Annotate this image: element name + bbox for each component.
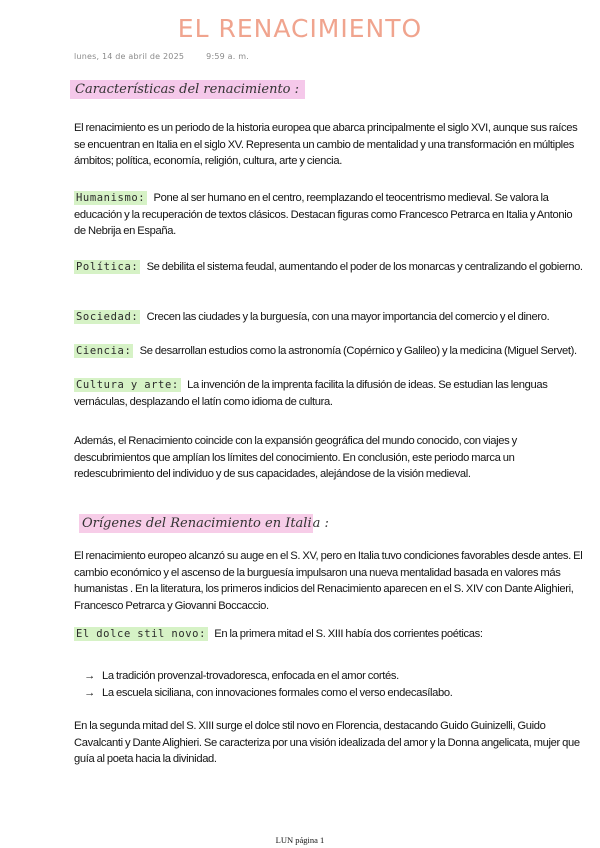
list-item [84,685,584,702]
bullet-text: La escuela siciliana, con innovaciones formales como el verso endecasílabo. [102,687,453,699]
list-item [84,668,584,685]
origenes-paragraph: El renacimiento europeo alcanzó su auge en el S. XV, pero en Italia tuvo condiciones favorables desde antes. El cambio económico y el ascenso de la burguesía impulsaron una nueva mentalidad basada en valores más humanistas . En la literatura, los primeros indicios del Renacimiento aparecen en el S. XIV con Dante Alighieri, Francesco Petrarca y Giovanni Boccaccio. [74,550,583,612]
page-date [74,52,271,61]
item-humanismo [74,190,586,240]
date-day: lunes, 14 de abril de 2025 [74,52,185,61]
bullet-list [84,668,584,702]
section-heading-origenes [74,514,335,533]
item-text: La invención de la imprenta facilita la difusión de ideas. Se estudian las lenguas vernáculas, desplazando el latín como idioma de cultura. [74,379,548,408]
conclusion-paragraph: Además, el Renacimiento coincide con la expansión geográfica del mundo conocido, con viajes y descubrimientos que amplían los límites del conocimiento. En conclusión, este periodo marca un redescubrimiento del individuo y de sus capacidades, alejándose de la visión medieval. [74,435,517,480]
item-text: Se debilita el sistema feudal, aumentando el poder de los monarcas y centralizando el gobierno. [146,261,583,273]
item-text: Se desarrollan estudios como la astronomía (Copérnico y Galileo) y la medicina (Miguel Servet). [139,345,577,357]
term-highlight: Sociedad: [76,311,139,323]
item-ciencia [74,343,586,360]
item-politica [74,259,586,276]
date-time: 9:59 a. m. [206,52,250,61]
item-sociedad [74,309,586,326]
term-highlight: Ciencia: [76,345,132,357]
bullet-text: La tradición provenzal-trovadoresca, enfocada en el amor cortés. [102,670,399,682]
term-highlight: El dolce stil novo: [76,628,207,640]
item-dolce-stil-novo [74,626,586,643]
page-footer: LUN página 1 [275,835,325,845]
arrow-right-icon: → [84,687,95,699]
section-heading-caracteristicas: Características del renacimiento : [70,80,305,99]
item-text: En la primera mitad el S. XIII había dos corrientes poéticas: [214,628,483,640]
term-highlight: Política: [76,261,139,273]
item-cultura-arte [74,377,586,410]
arrow-right-icon: → [84,670,95,682]
item-text: Pone al ser humano en el centro, reemplazando el teocentrismo medieval. Se valora la educación y la recuperación de textos clásicos. Destacan figuras como Francesco Petrarca en Italia y Antonio de Nebrija en España. [74,192,573,237]
heading-highlight: Orígenes del Renacimiento en Itali [79,514,313,533]
intro-paragraph: El renacimiento es un periodo de la historia europea que abarca principalmente el siglo XVI, aunque sus raíces se encuentran en Italia en el siglo XV. Representa un cambio de mentalidad y una transformación en múltiples ámbitos; política, economía, religión, cultura, arte y ciencia. [74,122,578,167]
term-highlight: Humanismo: [76,192,146,204]
closing-paragraph: En la segunda mitad del S. XIII surge el dolce stil novo en Florencia, destacando Guido Guinizelli, Guido Cavalcanti y Dante Alighieri. Se caracteriza por una visión idealizada del amor y la Donna angelicata, mujer que guía al poeta hacia la divinidad. [74,720,580,765]
term-highlight: Cultura y arte: [76,379,179,391]
page-title: EL RENACIMIENTO [177,14,423,43]
heading-tail: a : [312,516,329,531]
item-text: Crecen las ciudades y la burguesía, con una mayor importancia del comercio y el dinero. [146,311,550,323]
